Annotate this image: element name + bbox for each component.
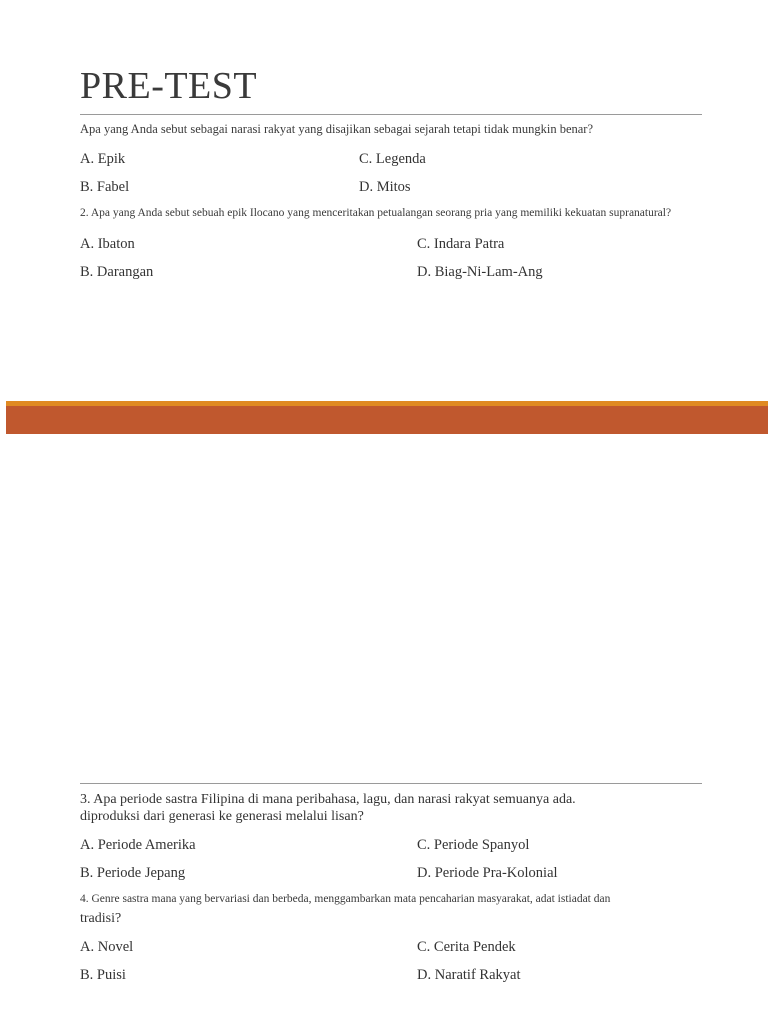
- q1-option-a: A. Epik: [80, 151, 126, 167]
- question-1: Apa yang Anda sebut sebagai narasi rakyat yang disajikan sebagai sejarah tetapi tidak mungkin benar?: [80, 122, 594, 136]
- question-3-line1: 3. Apa periode sastra Filipina di mana peribahasa, lagu, dan narasi rakyat semuanya ada.: [80, 792, 576, 807]
- question-4-line1: 4. Genre sastra mana yang bervariasi dan berbeda, menggambarkan mata pencaharian masyarakat, adat istiadat dan: [80, 893, 611, 905]
- q4-option-c: C. Cerita Pendek: [417, 939, 516, 955]
- slide-separator-band: [6, 406, 768, 434]
- q4-option-b: B. Puisi: [80, 967, 126, 983]
- q3-option-c: C. Periode Spanyol: [417, 837, 530, 853]
- q2-option-b: B. Darangan: [80, 264, 154, 280]
- title-divider: [80, 114, 702, 115]
- slide2-divider: [80, 783, 702, 784]
- q3-option-b: B. Periode Jepang: [80, 865, 186, 881]
- q2-option-d: D. Biag-Ni-Lam-Ang: [417, 264, 543, 280]
- page-title: PRE-TEST: [80, 65, 258, 107]
- question-4-line2: tradisi?: [80, 911, 122, 926]
- q1-option-d: D. Mitos: [359, 179, 411, 195]
- q1-option-b: B. Fabel: [80, 179, 130, 195]
- q4-option-d: D. Naratif Rakyat: [417, 967, 521, 983]
- q3-option-a: A. Periode Amerika: [80, 837, 196, 853]
- q2-option-c: C. Indara Patra: [417, 236, 505, 252]
- q1-option-c: C. Legenda: [359, 151, 426, 167]
- q3-option-d: D. Periode Pra-Kolonial: [417, 865, 558, 881]
- q2-option-a: A. Ibaton: [80, 236, 135, 252]
- question-2: 2. Apa yang Anda sebut sebuah epik Ilocano yang menceritakan petualangan seorang pria yang memiliki kekuatan supranatural?: [80, 207, 672, 219]
- q4-option-a: A. Novel: [80, 939, 134, 955]
- question-3-line2: diproduksi dari generasi ke generasi melalui lisan?: [80, 809, 364, 824]
